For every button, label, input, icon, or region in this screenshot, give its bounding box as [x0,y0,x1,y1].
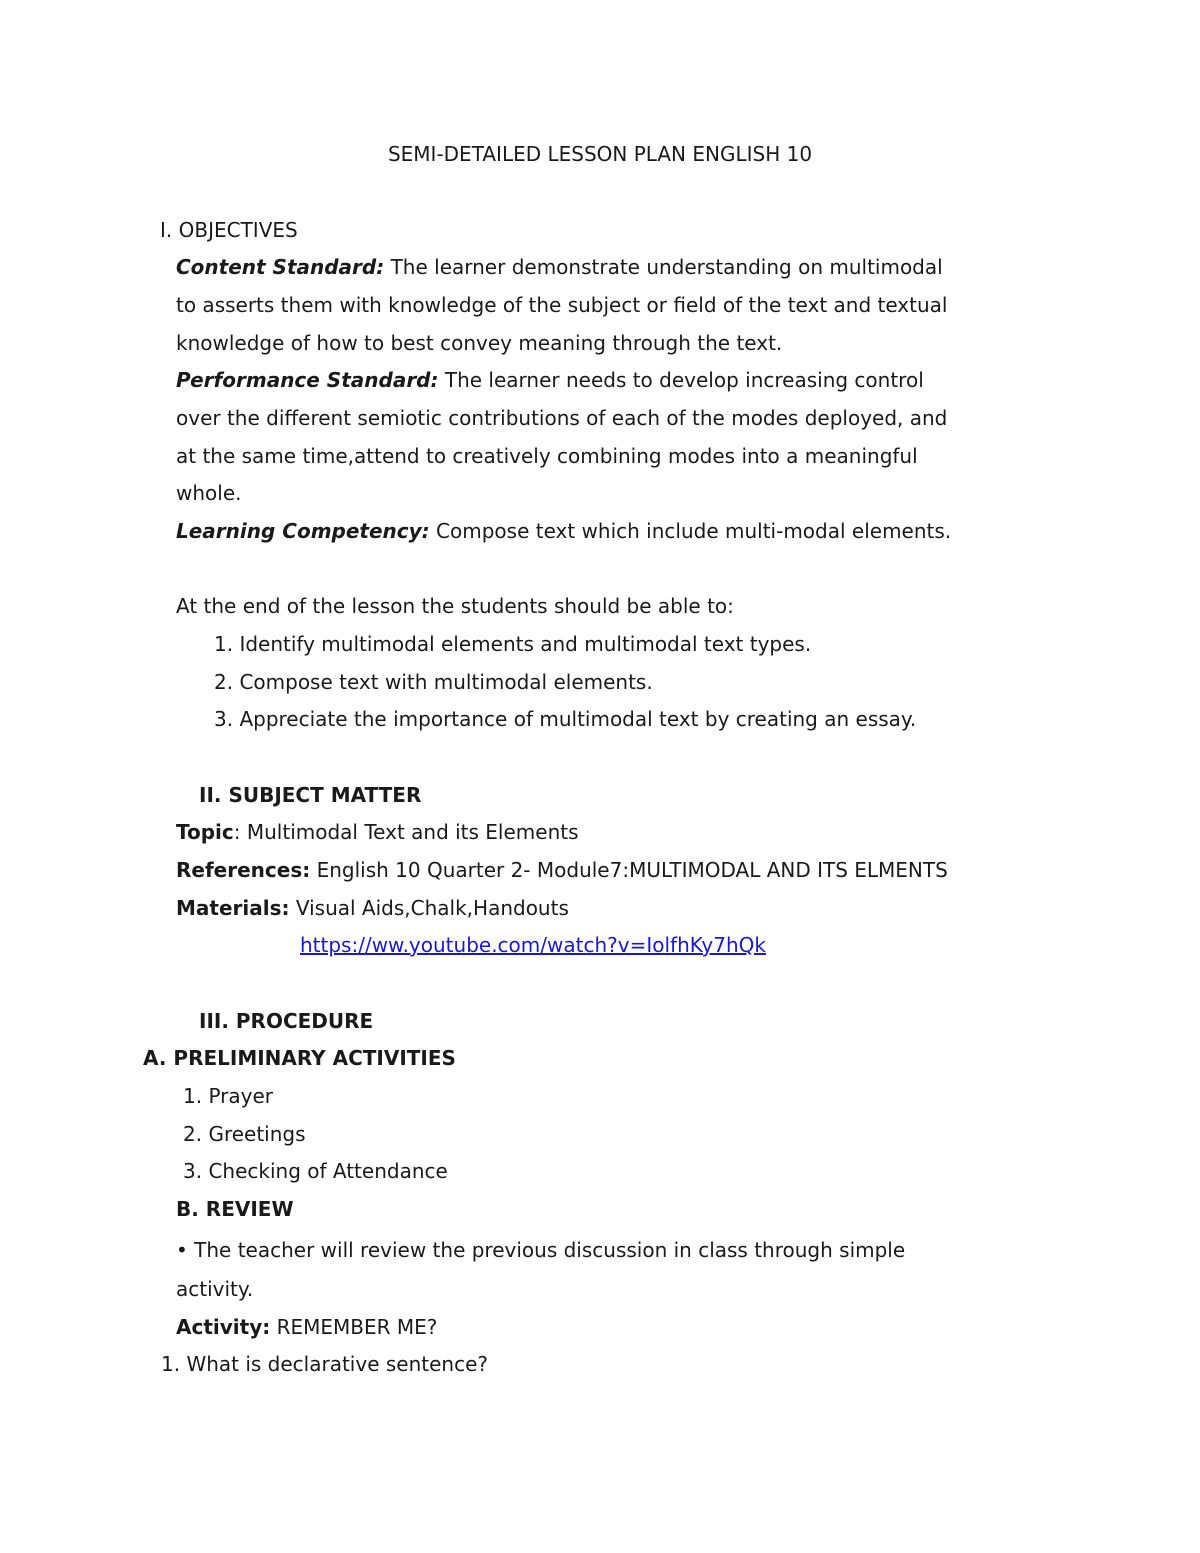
references-text: English 10 Quarter 2- Module7:MULTIMODAL AND ITS ELMENTS [310,858,948,882]
materials-label: Materials: [176,896,290,920]
performance-standard-line-4: whole. [176,481,242,505]
performance-standard-text: The learner needs to develop increasing control [438,368,924,392]
learning-competency-text: Compose text which include multi-modal elements. [429,519,952,543]
page-title: SEMI-DETAILED LESSON PLAN ENGLISH 10 [387,142,813,166]
learning-competency-label: Learning Competency: [176,519,430,543]
video-link-line [300,933,766,957]
activity-label: Activity: [176,1315,271,1339]
activity-text: REMEMBER ME? [270,1315,438,1339]
preliminary-item-2: 2. Greetings [183,1122,306,1146]
learning-competency-line [176,519,951,543]
objective-item-2: 2. Compose text with multimodal elements. [214,670,653,694]
objectives-heading: I. OBJECTIVES [160,218,298,242]
subject-matter-heading: II. SUBJECT MATTER [199,783,422,807]
review-line-1: • The teacher will review the previous discussion in class through simple [176,1238,906,1262]
content-standard-line-2: to asserts them with knowledge of the subject or field of the text and textual [176,293,948,317]
review-question-1: 1. What is declarative sentence? [161,1352,489,1376]
content-standard-line-3: knowledge of how to best convey meaning through the text. [176,331,783,355]
topic-line [176,820,579,844]
performance-standard-line-3: at the same time,attend to creatively combining modes into a meaningful [176,444,918,468]
objective-item-3: 3. Appreciate the importance of multimodal text by creating an essay. [214,707,917,731]
performance-standard-line-2: over the different semiotic contributions of each of the modes deployed, and [176,406,948,430]
objective-item-1: 1. Identify multimodal elements and multimodal text types. [214,632,812,656]
materials-text: Visual Aids,Chalk,Handouts [289,896,569,920]
review-line-2: activity. [176,1277,254,1301]
youtube-link[interactable]: https://ww.youtube.com/watch?v=IolfhKy7hQk [300,933,766,957]
references-label: References: [176,858,311,882]
performance-standard-label: Performance Standard: [176,368,439,392]
content-standard-line-1 [176,255,943,279]
procedure-heading: III. PROCEDURE [199,1009,374,1033]
objectives-intro: At the end of the lesson the students should be able to: [176,594,734,618]
materials-line [176,896,569,920]
performance-standard-line-1 [176,368,924,392]
topic-text: : Multimodal Text and its Elements [233,820,579,844]
content-standard-label: Content Standard: [176,255,385,279]
preliminary-item-1: 1. Prayer [183,1084,273,1108]
preliminary-item-3: 3. Checking of Attendance [183,1159,448,1183]
activity-line [176,1315,437,1339]
review-heading: B. REVIEW [176,1197,294,1221]
references-line [176,858,948,882]
preliminary-activities-heading: A. PRELIMINARY ACTIVITIES [143,1046,456,1070]
topic-label: Topic [176,820,234,844]
content-standard-text: The learner demonstrate understanding on multimodal [384,255,943,279]
